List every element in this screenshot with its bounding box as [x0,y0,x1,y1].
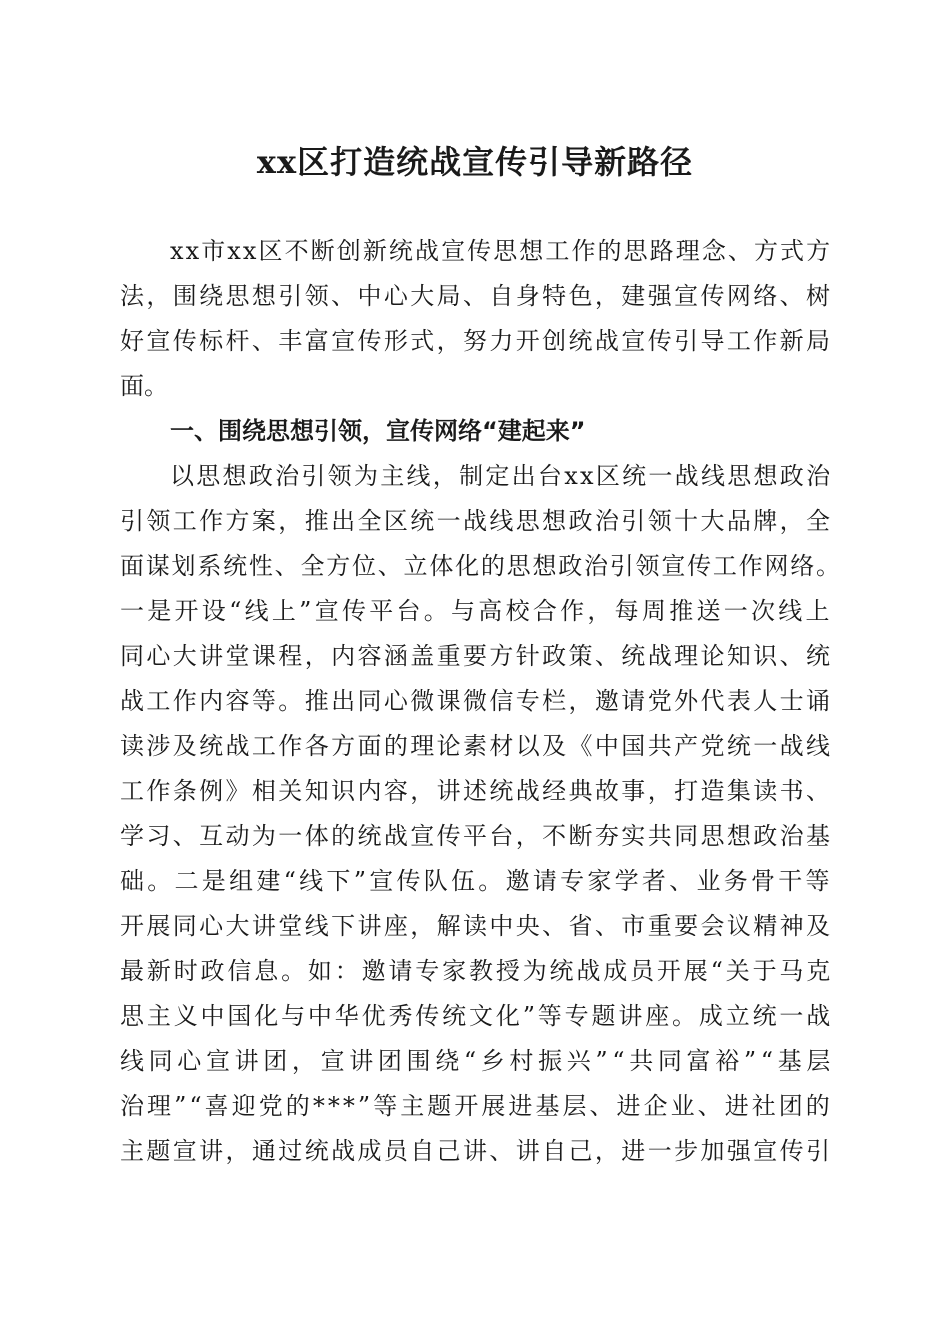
section-1-line-3: 面谋划系统性、全方位、立体化的思想政治引领宣传工作网络。 [120,552,842,580]
section-1-line-4: 一是开设“线上”宣传平台。与高校合作，每周推送一次线上 [120,597,833,625]
intro-line-4: 面。 [120,372,168,400]
section-1-line-6: 战工作内容等。推出同心微课微信专栏，邀请党外代表人士诵 [120,687,833,715]
section-1-line-10: 础。二是组建“线下”宣传队伍。邀请专家学者、业务骨干等 [120,867,833,895]
section-1-line-5: 同心大讲堂课程，内容涵盖重要方针政策、统战理论知识、统 [120,642,833,670]
intro-line-2: 法，围绕思想引领、中心大局、自身特色，建强宣传网络、树 [120,282,833,310]
section-1-line-11: 开展同心大讲堂线下讲座，解读中央、省、市重要会议精神及 [120,912,833,940]
document-title: xx区打造统战宣传引导新路径 [256,143,694,181]
section-1-line-1: 以思想政治引领为主线，制定出台xx区统一战线思想政治 [170,462,833,490]
section-1-line-9: 学习、互动为一体的统战宣传平台，不断夯实共同思想政治基 [120,822,833,850]
section-1-line-13: 思主义中国化与中华优秀传统文化”等专题讲座。成立统一战 [120,1002,834,1030]
section-1-line-15: 治理”“喜迎党的***”等主题开展进基层、进企业、进社团的 [120,1092,833,1120]
section-1-heading: 一、围绕思想引领，宣传网络“建起来” [170,417,586,445]
section-1-line-16: 主题宣讲，通过统战成员自己讲、讲自己，进一步加强宣传引 [120,1137,833,1165]
section-1-line-2: 引领工作方案，推出全区统一战线思想政治引领十大品牌，全 [120,507,833,535]
intro-line-1: xx市xx区不断创新统战宣传思想工作的思路理念、方式方 [170,237,833,265]
section-1-line-8: 工作条例》相关知识内容，讲述统战经典故事，打造集读书、 [120,777,833,805]
section-1-line-14: 线同心宣讲团，宣讲团围绕“乡村振兴”“共同富裕”“基层 [120,1047,835,1075]
section-1-line-12: 最新时政信息。如：邀请专家教授为统战成员开展“关于马克 [120,957,834,985]
section-1-line-7: 读涉及统战工作各方面的理论素材以及《中国共产党统一战线 [120,732,833,760]
intro-line-3: 好宣传标杆、丰富宣传形式，努力开创统战宣传引导工作新局 [120,327,833,355]
